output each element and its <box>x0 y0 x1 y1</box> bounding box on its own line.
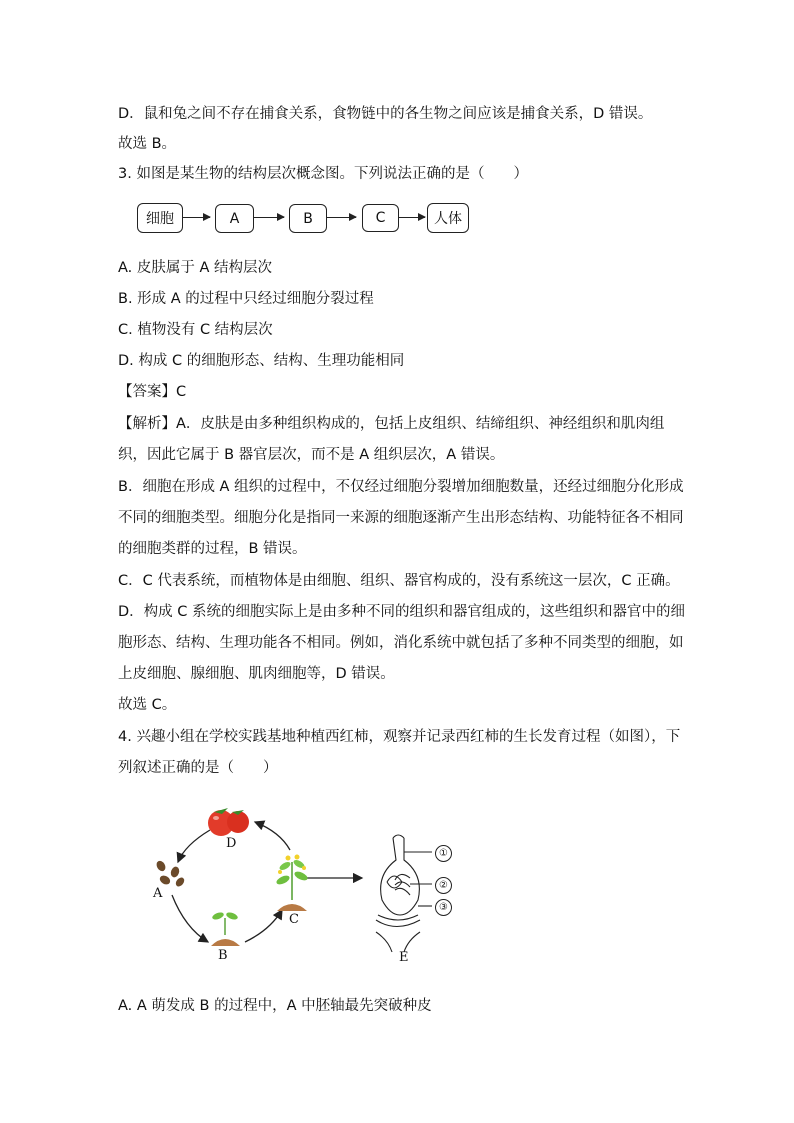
tomato-icon <box>208 808 249 836</box>
text-line: 故选 C。 <box>118 697 177 713</box>
label-d: D <box>226 836 237 851</box>
flow-node-cell: 细胞 <box>137 203 183 233</box>
flow-node-b: B <box>289 204 327 233</box>
analysis-line: 胞形态、结构、生理功能各不相同。例如，消化系统中就包括了多种不同类型的细胞，如 <box>118 635 684 651</box>
question-3-stem: 3. 如图是某生物的结构层次概念图。下列说法正确的是（ ） <box>118 166 528 182</box>
flowering-plant-icon <box>275 855 309 912</box>
marker-3: ③ <box>435 899 452 916</box>
analysis-line: 的细胞类群的过程，B 错误。 <box>118 541 307 557</box>
question-4-stem: 列叙述正确的是（ ） <box>118 760 278 776</box>
marker-2: ② <box>435 877 452 894</box>
seeds-icon <box>155 859 186 888</box>
arrow-a-to-b <box>172 895 208 942</box>
option-a: A. A 萌发成 B 的过程中，A 中胚轴最先突破种皮 <box>118 998 432 1014</box>
pistil-diagram <box>376 835 432 952</box>
analysis-line: 【解析】A．皮肤是由多种组织构成的，包括上皮组织、结缔组织、神经组织和肌肉组 <box>118 416 665 432</box>
option-d: D. 构成 C 的细胞形态、结构、生理功能相同 <box>118 353 405 369</box>
arrow-d-to-a <box>178 830 210 862</box>
analysis-line: 不同的细胞类型。细胞分化是指同一来源的细胞逐渐产生出形态结构、功能特征各不相同 <box>118 510 684 526</box>
label-a: A <box>153 886 163 901</box>
option-c: C. 植物没有 C 结构层次 <box>118 322 273 338</box>
seedling-icon <box>211 911 240 946</box>
analysis-line: C．C 代表系统，而植物体是由细胞、组织、器官构成的，没有系统这一层次，C 正确。 <box>118 573 680 589</box>
arrow-c-to-d <box>255 822 290 850</box>
marker-1: ① <box>435 845 452 862</box>
text-line: 故选 B。 <box>118 136 177 152</box>
answer: 【答案】C <box>118 384 187 400</box>
analysis-line: 织，因此它属于 B 器官层次，而不是 A 组织层次，A 错误。 <box>118 447 505 463</box>
flow-node-a: A <box>215 204 254 233</box>
label-c: C <box>289 912 299 927</box>
text-line: D．鼠和兔之间不存在捕食关系，食物链中的各生物之间应该是捕食关系，D 错误。 <box>118 106 653 122</box>
analysis-line: D．构成 C 系统的细胞实际上是由多种不同的组织和器官组成的，这些组织和器官中的细 <box>118 604 686 620</box>
label-e: E <box>399 950 409 965</box>
analysis-line: 上皮细胞、腺细胞、肌肉细胞等，D 错误。 <box>118 666 395 682</box>
analysis-line: B．细胞在形成 A 组织的过程中，不仅经过细胞分裂增加细胞数量，还经过细胞分化形成 <box>118 479 684 495</box>
label-b: B <box>218 948 228 963</box>
arrow-b-to-c <box>245 910 282 942</box>
flow-node-c: C <box>362 204 399 232</box>
option-a: A. 皮肤属于 A 结构层次 <box>118 260 273 276</box>
flow-node-human: 人体 <box>427 203 469 233</box>
option-b: B. 形成 A 的过程中只经过细胞分裂过程 <box>118 291 374 307</box>
question-4-stem: 4. 兴趣小组在学校实践基地种植西红柿，观察并记录西红柿的生长发育过程（如图），下 <box>118 729 681 745</box>
